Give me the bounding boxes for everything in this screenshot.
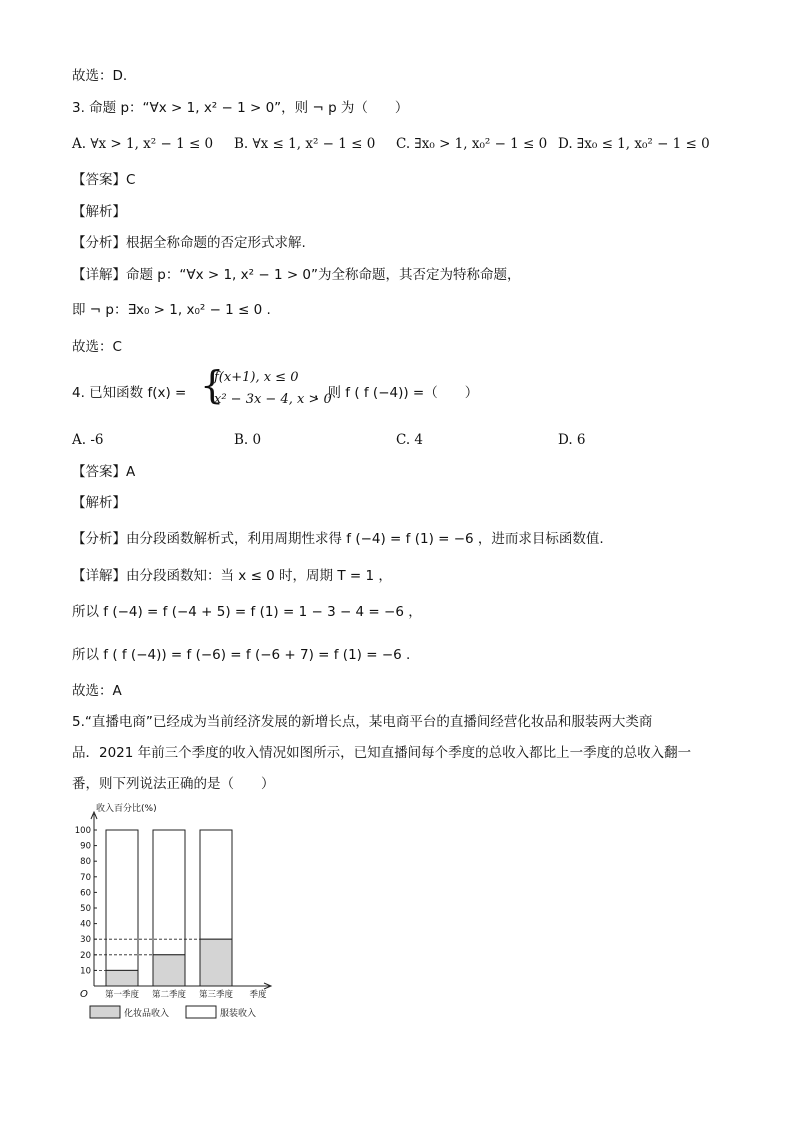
bar-clothing: [200, 830, 232, 939]
q4-detail-3: 所以 f ( f (−4)) = f (−6) = f (−6 + 7) = f (1) = −6 .: [72, 647, 411, 663]
y-axis-label: 收入百分比(%): [96, 804, 157, 814]
q4-detail-2: 所以 f (−4) = f (−4 + 5) = f (1) = 1 − 3 − 4 = −6 ，: [72, 604, 422, 620]
y-tick-label: 80: [80, 857, 91, 868]
bar-cosmetics: [200, 939, 232, 986]
q3-option-a: A. ∀x > 1, x² − 1 ≤ 0: [72, 136, 214, 152]
q4-analysis: 【分析】由分段函数解析式，利用周期性求得 f (−4) = f (1) = −6 ，进而求目标函数值.: [72, 531, 604, 547]
q3-detail: 【详解】命题 p：“∀x > 1, x² − 1 > 0”为全称命题，其否定为特称命题，: [72, 267, 521, 283]
category-label: 第三季度: [198, 990, 234, 1000]
q4-answer: 【答案】A: [72, 464, 136, 480]
q4-detail: 【详解】由分段函数知：当 x ≤ 0 时，周期 T = 1 ，: [72, 568, 392, 584]
legend-swatch-clothing: [186, 1006, 216, 1018]
question-5-line-3: 番，则下列说法正确的是（ ）: [72, 776, 275, 792]
brace-icon: {: [200, 363, 225, 407]
legend-label-cosmetics: 化妆品收入: [124, 1009, 170, 1019]
q4-suffix: ，则 f ( f (−4)) =（ ）: [314, 385, 479, 401]
q4-case-1: f(x+1), x ≤ 0: [214, 370, 299, 385]
question-3: 3. 命题 p：“∀x > 1, x² − 1 > 0”，则 ¬ p 为（ ）: [72, 100, 409, 116]
bar-cosmetics: [153, 955, 185, 986]
bar-cosmetics: [106, 970, 138, 986]
y-tick-label: 100: [74, 826, 91, 836]
q4-option-c: C. 4: [396, 432, 424, 448]
y-tick-label: 70: [80, 872, 91, 883]
y-tick-label: 30: [80, 935, 91, 946]
question-5-line-2: 品．2021 年前三个季度的收入情况如图所示，已知直播间每个季度的总收入都比上一季度的总收入翻一: [72, 745, 692, 761]
q3-analysis: 【分析】根据全称命题的否定形式求解.: [72, 235, 306, 251]
legend-label-clothing: 服装收入: [220, 1009, 257, 1019]
q3-analysis-heading: 【解析】: [72, 204, 126, 220]
q4-prefix: 4. 已知函数 f(x) =: [72, 385, 187, 401]
question-5-line-1: 5.“直播电商”已经成为当前经济发展的新增长点，某电商平台的直播间经营化妆品和服装两大类商: [72, 714, 653, 730]
x-axis-label: 季度: [249, 990, 267, 1000]
bar-clothing: [153, 830, 185, 955]
answer-d-prev: 故选：D.: [72, 68, 128, 84]
y-tick-label: 20: [80, 950, 91, 961]
q4-select: 故选：A: [72, 683, 122, 699]
origin-label: O: [80, 989, 88, 1000]
y-tick-label: 90: [80, 841, 91, 852]
category-label: 第二季度: [151, 990, 187, 1000]
q3-detail-2: 即 ¬ p：∃x₀ > 1, x₀² − 1 ≤ 0 .: [72, 302, 271, 318]
q3-answer: 【答案】C: [72, 172, 136, 188]
bar-clothing: [106, 830, 138, 970]
q4-case-2: x² − 3x − 4, x > 0: [214, 392, 332, 407]
q3-option-d: D. ∃x₀ ≤ 1, x₀² − 1 ≤ 0: [558, 136, 710, 152]
q4-option-b: B. 0: [234, 432, 262, 448]
revenue-share-chart: [70, 800, 290, 1025]
y-tick-label: 10: [80, 966, 91, 977]
q4-option-d: D. 6: [558, 432, 586, 448]
q4-analysis-heading: 【解析】: [72, 495, 126, 511]
q3-option-c: C. ∃x₀ > 1, x₀² − 1 ≤ 0: [396, 136, 548, 152]
y-tick-label: 40: [80, 919, 91, 930]
q3-option-b: B. ∀x ≤ 1, x² − 1 ≤ 0: [234, 136, 376, 152]
category-label: 第一季度: [104, 990, 140, 1000]
y-tick-label: 50: [80, 904, 91, 914]
q4-option-a: A. -6: [72, 432, 104, 448]
y-tick-label: 60: [80, 888, 91, 899]
q3-select: 故选：C: [72, 339, 122, 355]
legend-swatch-cosmetics: [90, 1006, 120, 1018]
